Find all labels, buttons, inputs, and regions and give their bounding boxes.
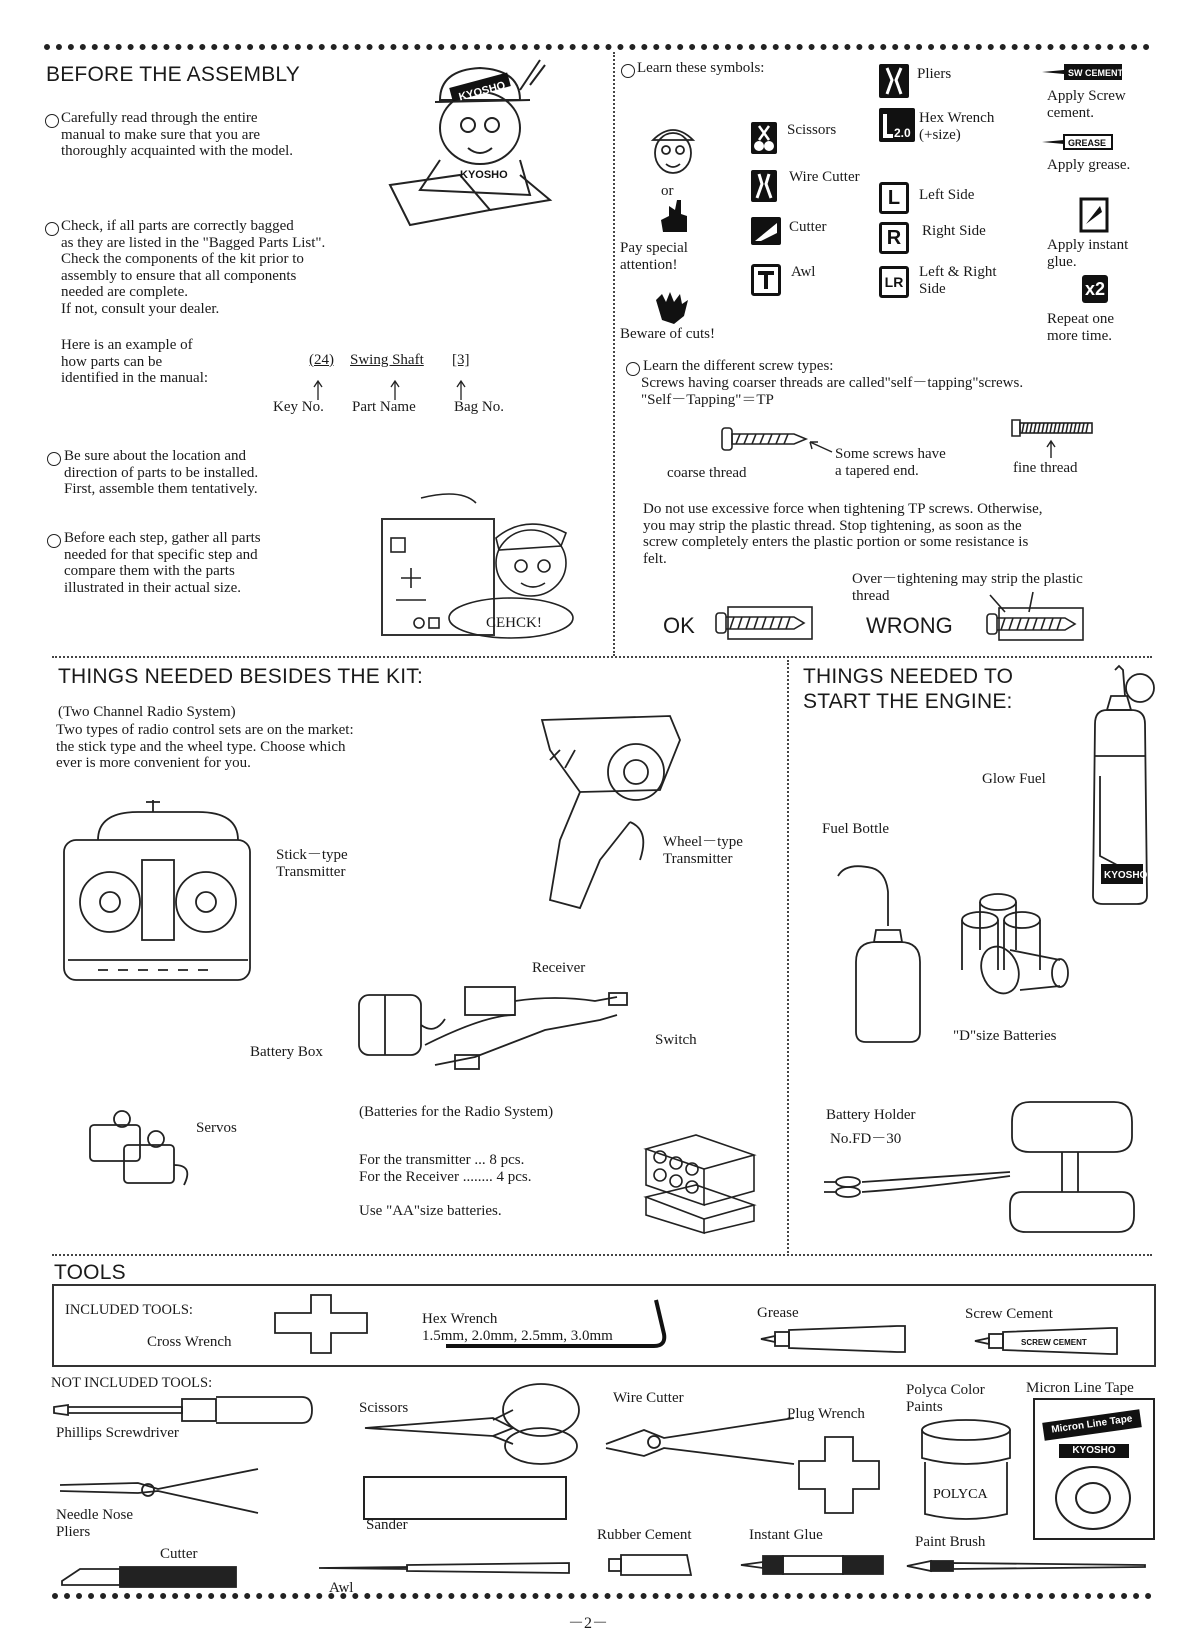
pay-attention: Pay special attention!	[620, 240, 688, 273]
hex-wrench-icon	[879, 108, 915, 142]
instant-glue-illustration	[739, 1552, 889, 1578]
rx-battery-count: For the Receiver ........ 4 pcs.	[359, 1169, 532, 1185]
cross-wrench-label: Cross Wrench	[147, 1334, 232, 1350]
shirt-logo: KYOSHO	[460, 169, 508, 181]
top-border	[44, 44, 1150, 50]
top-divider	[613, 52, 615, 656]
sander-label: Sander	[366, 1517, 408, 1533]
ok-screw-drawing	[714, 603, 814, 643]
label-key: Key No.	[273, 399, 324, 415]
cross-wrench-illustration	[273, 1293, 371, 1355]
wrong-label: WRONG	[866, 613, 953, 638]
symbols-intro: Learn these symbols:	[637, 60, 765, 76]
symbol-cutter: Cutter	[789, 219, 827, 235]
polyca-jar-illustration	[917, 1418, 1015, 1522]
bullet-icon	[47, 534, 61, 548]
symbol-pliers: Pliers	[917, 66, 952, 82]
bullet-icon	[45, 114, 59, 128]
before-p4: Before each step, gather all parts needed for that specific step and compare them with the parts illustrated in their actual size.	[64, 530, 261, 596]
wrong-screw-drawing	[985, 590, 1085, 645]
symbols-or: or	[661, 183, 674, 199]
radio-desc: Two types of radio control sets are on the market: the stick type and the wheel type. Choose which ever is more convenient for you.	[56, 722, 354, 771]
before-p1: Carefully read through the entire manual to make sure that you are thoroughly acquainted with the model.	[61, 110, 294, 159]
rubber-cement-illustration	[607, 1551, 693, 1579]
fine-screw-drawing	[1010, 416, 1094, 440]
right-side-icon: R	[879, 222, 909, 254]
grease-tube-illustration	[757, 1322, 909, 1356]
tx-battery-count: For the transmitter ... 8 pcs.	[359, 1152, 525, 1168]
repeat-icon: x2	[1082, 275, 1108, 303]
plug-wrench-label: Plug Wrench	[787, 1406, 865, 1422]
glow-fuel-illustration	[1085, 666, 1165, 906]
fuel-bottle-illustration	[836, 862, 926, 1047]
engine-heading: THINGS NEEDED TO START THE ENGINE:	[803, 665, 1014, 713]
tapered-arrow	[808, 440, 836, 454]
plug-wrench-illustration	[797, 1435, 881, 1515]
pointing-hand-icon	[657, 198, 691, 236]
coarse-thread-label: coarse thread	[667, 465, 747, 481]
grease-label: Grease	[757, 1305, 799, 1321]
screw-cement-tag: SW CEMENT	[1068, 68, 1123, 78]
micron-tape-brand: KYOSHO	[1059, 1444, 1129, 1458]
awl-icon	[751, 264, 781, 296]
phillips-screwdriver-illustration	[52, 1393, 314, 1427]
hex-wrench-label: Hex Wrench	[422, 1311, 498, 1327]
sander-illustration	[363, 1476, 567, 1520]
beware-cuts: Beware of cuts!	[620, 326, 715, 342]
needle-nose-label: Needle Nose Pliers	[56, 1507, 134, 1540]
battery-box-label: Battery Box	[250, 1044, 323, 1060]
grease-icon	[1042, 134, 1114, 150]
symbol-left-side: Left Side	[919, 187, 975, 203]
aa-batteries: Use "AA"size batteries.	[359, 1203, 502, 1219]
boy-reading-illustration	[380, 50, 580, 235]
glow-fuel-label: Glow Fuel	[982, 771, 1046, 787]
wire-cutter-label: Wire Cutter	[613, 1390, 684, 1406]
included-tools-label: INCLUDED TOOLS:	[65, 1302, 193, 1318]
polyca-label: Polyca Color Paints	[906, 1382, 985, 1415]
bullet-icon	[47, 452, 61, 466]
label-bag: Bag No.	[454, 399, 504, 415]
hex-wrench-sizes: 1.5mm, 2.0mm, 2.5mm, 3.0mm	[422, 1328, 613, 1344]
paint-brush-label: Paint Brush	[915, 1534, 986, 1550]
radio-parts-illustration	[355, 975, 655, 1095]
scissors-label: Scissors	[359, 1400, 409, 1416]
symbol-scissors: Scissors	[787, 122, 837, 138]
cutter-illustration	[60, 1563, 238, 1591]
example-key: (24)	[309, 352, 334, 368]
batteries-title: (Batteries for the Radio System)	[359, 1104, 554, 1120]
symbol-awl: Awl	[791, 264, 816, 280]
awl-illustration	[317, 1560, 571, 1576]
example-bag: [3]	[452, 352, 470, 368]
bullet-icon	[621, 64, 635, 78]
bullet-icon	[45, 222, 59, 236]
screws-desc: Screws having coarser threads are called"self－tapping"screws. "Self－Tapping"＝TP	[641, 375, 1024, 408]
wheel-transmitter-label: Wheel－type Transmitter	[663, 834, 743, 867]
fuel-bottle-label: Fuel Bottle	[822, 821, 890, 837]
cutter-icon	[751, 217, 781, 245]
stick-transmitter-illustration	[58, 800, 258, 990]
battery-holder-number: No.FD－30	[830, 1131, 902, 1147]
example-name: Swing Shaft	[350, 352, 424, 368]
symbol-right-side: Right Side	[922, 223, 986, 239]
cut-hand-icon	[652, 290, 692, 326]
d-batteries-illustration	[960, 890, 1070, 1015]
awl-label: Awl	[329, 1580, 354, 1596]
boy-checking-illustration	[381, 488, 581, 648]
radio-title: (Two Channel Radio System)	[58, 704, 236, 720]
micron-label: Micron Line Tape	[1026, 1380, 1134, 1396]
screw-cement-tube-label: SCREW CEMENT	[1021, 1338, 1087, 1347]
screw-cement-label: Screw Cement	[965, 1306, 1053, 1322]
attention-face-icon	[648, 120, 698, 180]
ok-label: OK	[663, 613, 695, 638]
paint-brush-illustration	[905, 1557, 1149, 1575]
pliers-icon	[879, 64, 909, 98]
stick-transmitter-label: Stick－type Transmitter	[276, 847, 348, 880]
label-part-name: Part Name	[352, 399, 416, 415]
not-included-tools-label: NOT INCLUDED TOOLS:	[51, 1375, 213, 1391]
repeat-once-more: Repeat one more time.	[1047, 311, 1115, 344]
tools-heading: TOOLS	[54, 1261, 126, 1284]
screw-cement-tube-illustration	[971, 1324, 1121, 1358]
instant-glue-icon	[1080, 198, 1108, 232]
d-batteries-label: "D"size Batteries	[953, 1028, 1057, 1044]
before-assembly-heading: BEFORE THE ASSEMBLY	[46, 63, 300, 86]
before-p3: Be sure about the location and direction of parts to be installed. First, assemble them tentatively.	[64, 448, 259, 497]
page-number: －2－	[568, 1615, 609, 1632]
scissors-icon	[751, 122, 777, 154]
fine-arrow	[1046, 440, 1056, 460]
bullet-icon	[626, 362, 640, 376]
mid-divider	[52, 656, 1152, 658]
bottom-border	[52, 1593, 1152, 1599]
screws-warning: Do not use excessive force when tightening TP screws. Otherwise, you may strip the plastic thread. Stop tightening, as soon as the screw completely enters the plastic portion or some resistance is felt.	[643, 501, 1043, 567]
left-side-icon: L	[879, 182, 909, 214]
left-right-icon: LR	[879, 266, 909, 298]
symbol-left-right: Left & Right Side	[919, 264, 997, 297]
rubber-cement-label: Rubber Cement	[597, 1527, 692, 1543]
instant-glue-label: Instant Glue	[749, 1527, 823, 1543]
symbol-wire-cutter: Wire Cutter	[789, 169, 860, 185]
servos-illustration	[84, 1105, 194, 1195]
hex-size-label: 2.0	[894, 126, 911, 140]
grease-tag: GREASE	[1068, 138, 1107, 148]
check-bubble: CEHCK!	[486, 615, 542, 631]
micron-tape-label: Micron Line Tape	[1042, 1409, 1142, 1440]
cutter-label: Cutter	[160, 1546, 198, 1562]
switch-label: Switch	[655, 1032, 697, 1048]
coarse-screw-drawing	[720, 426, 810, 452]
battery-holder-illustration	[822, 1092, 1152, 1242]
polyca-jar-label: POLYCA	[933, 1487, 988, 1502]
screw-cement-icon	[1042, 64, 1122, 80]
before-p2: Check, if all parts are correctly bagged as they are listed in the "Bagged Parts List". Check the components of the kit prior to assembly to ensure that all components needed are complete. If not, consult your dealer.	[61, 218, 326, 317]
servos-label: Servos	[196, 1120, 237, 1136]
receiver-label: Receiver	[532, 960, 586, 976]
things-needed-heading: THINGS NEEDED BESIDES THE KIT:	[58, 665, 424, 688]
apply-grease: Apply grease.	[1047, 157, 1131, 173]
example-intro: Here is an example of how parts can be identified in the manual:	[61, 337, 209, 386]
apply-instant-glue: Apply instant glue.	[1047, 237, 1129, 270]
micron-tape-illustration	[1033, 1398, 1155, 1540]
wire-cutter-icon	[751, 170, 777, 202]
tapered-end-label: Some screws have a tapered end.	[835, 446, 946, 479]
aa-batteries-illustration	[640, 1135, 760, 1235]
screws-intro: Learn the different screw types:	[643, 358, 834, 374]
symbol-hex-wrench: Hex Wrench (+size)	[919, 110, 995, 143]
lower-divider	[787, 660, 789, 1253]
hex-wrench-illustration	[444, 1298, 674, 1358]
tools-divider	[52, 1254, 1152, 1256]
wire-cutter-illustration	[604, 1412, 804, 1472]
scissors-illustration	[363, 1380, 583, 1466]
cap-logo: KYOSHO	[457, 79, 507, 104]
fine-thread-label: fine thread	[1013, 460, 1078, 476]
phillips-label: Phillips Screwdriver	[56, 1425, 179, 1441]
over-tightening-label: Over－tightening may strip the plastic thread	[852, 571, 1083, 604]
battery-holder-label: Battery Holder	[826, 1107, 916, 1123]
apply-screw-cement: Apply Screw cement.	[1047, 88, 1126, 121]
fuel-label: KYOSHO	[1104, 870, 1148, 881]
wheel-transmitter-illustration	[520, 710, 700, 915]
